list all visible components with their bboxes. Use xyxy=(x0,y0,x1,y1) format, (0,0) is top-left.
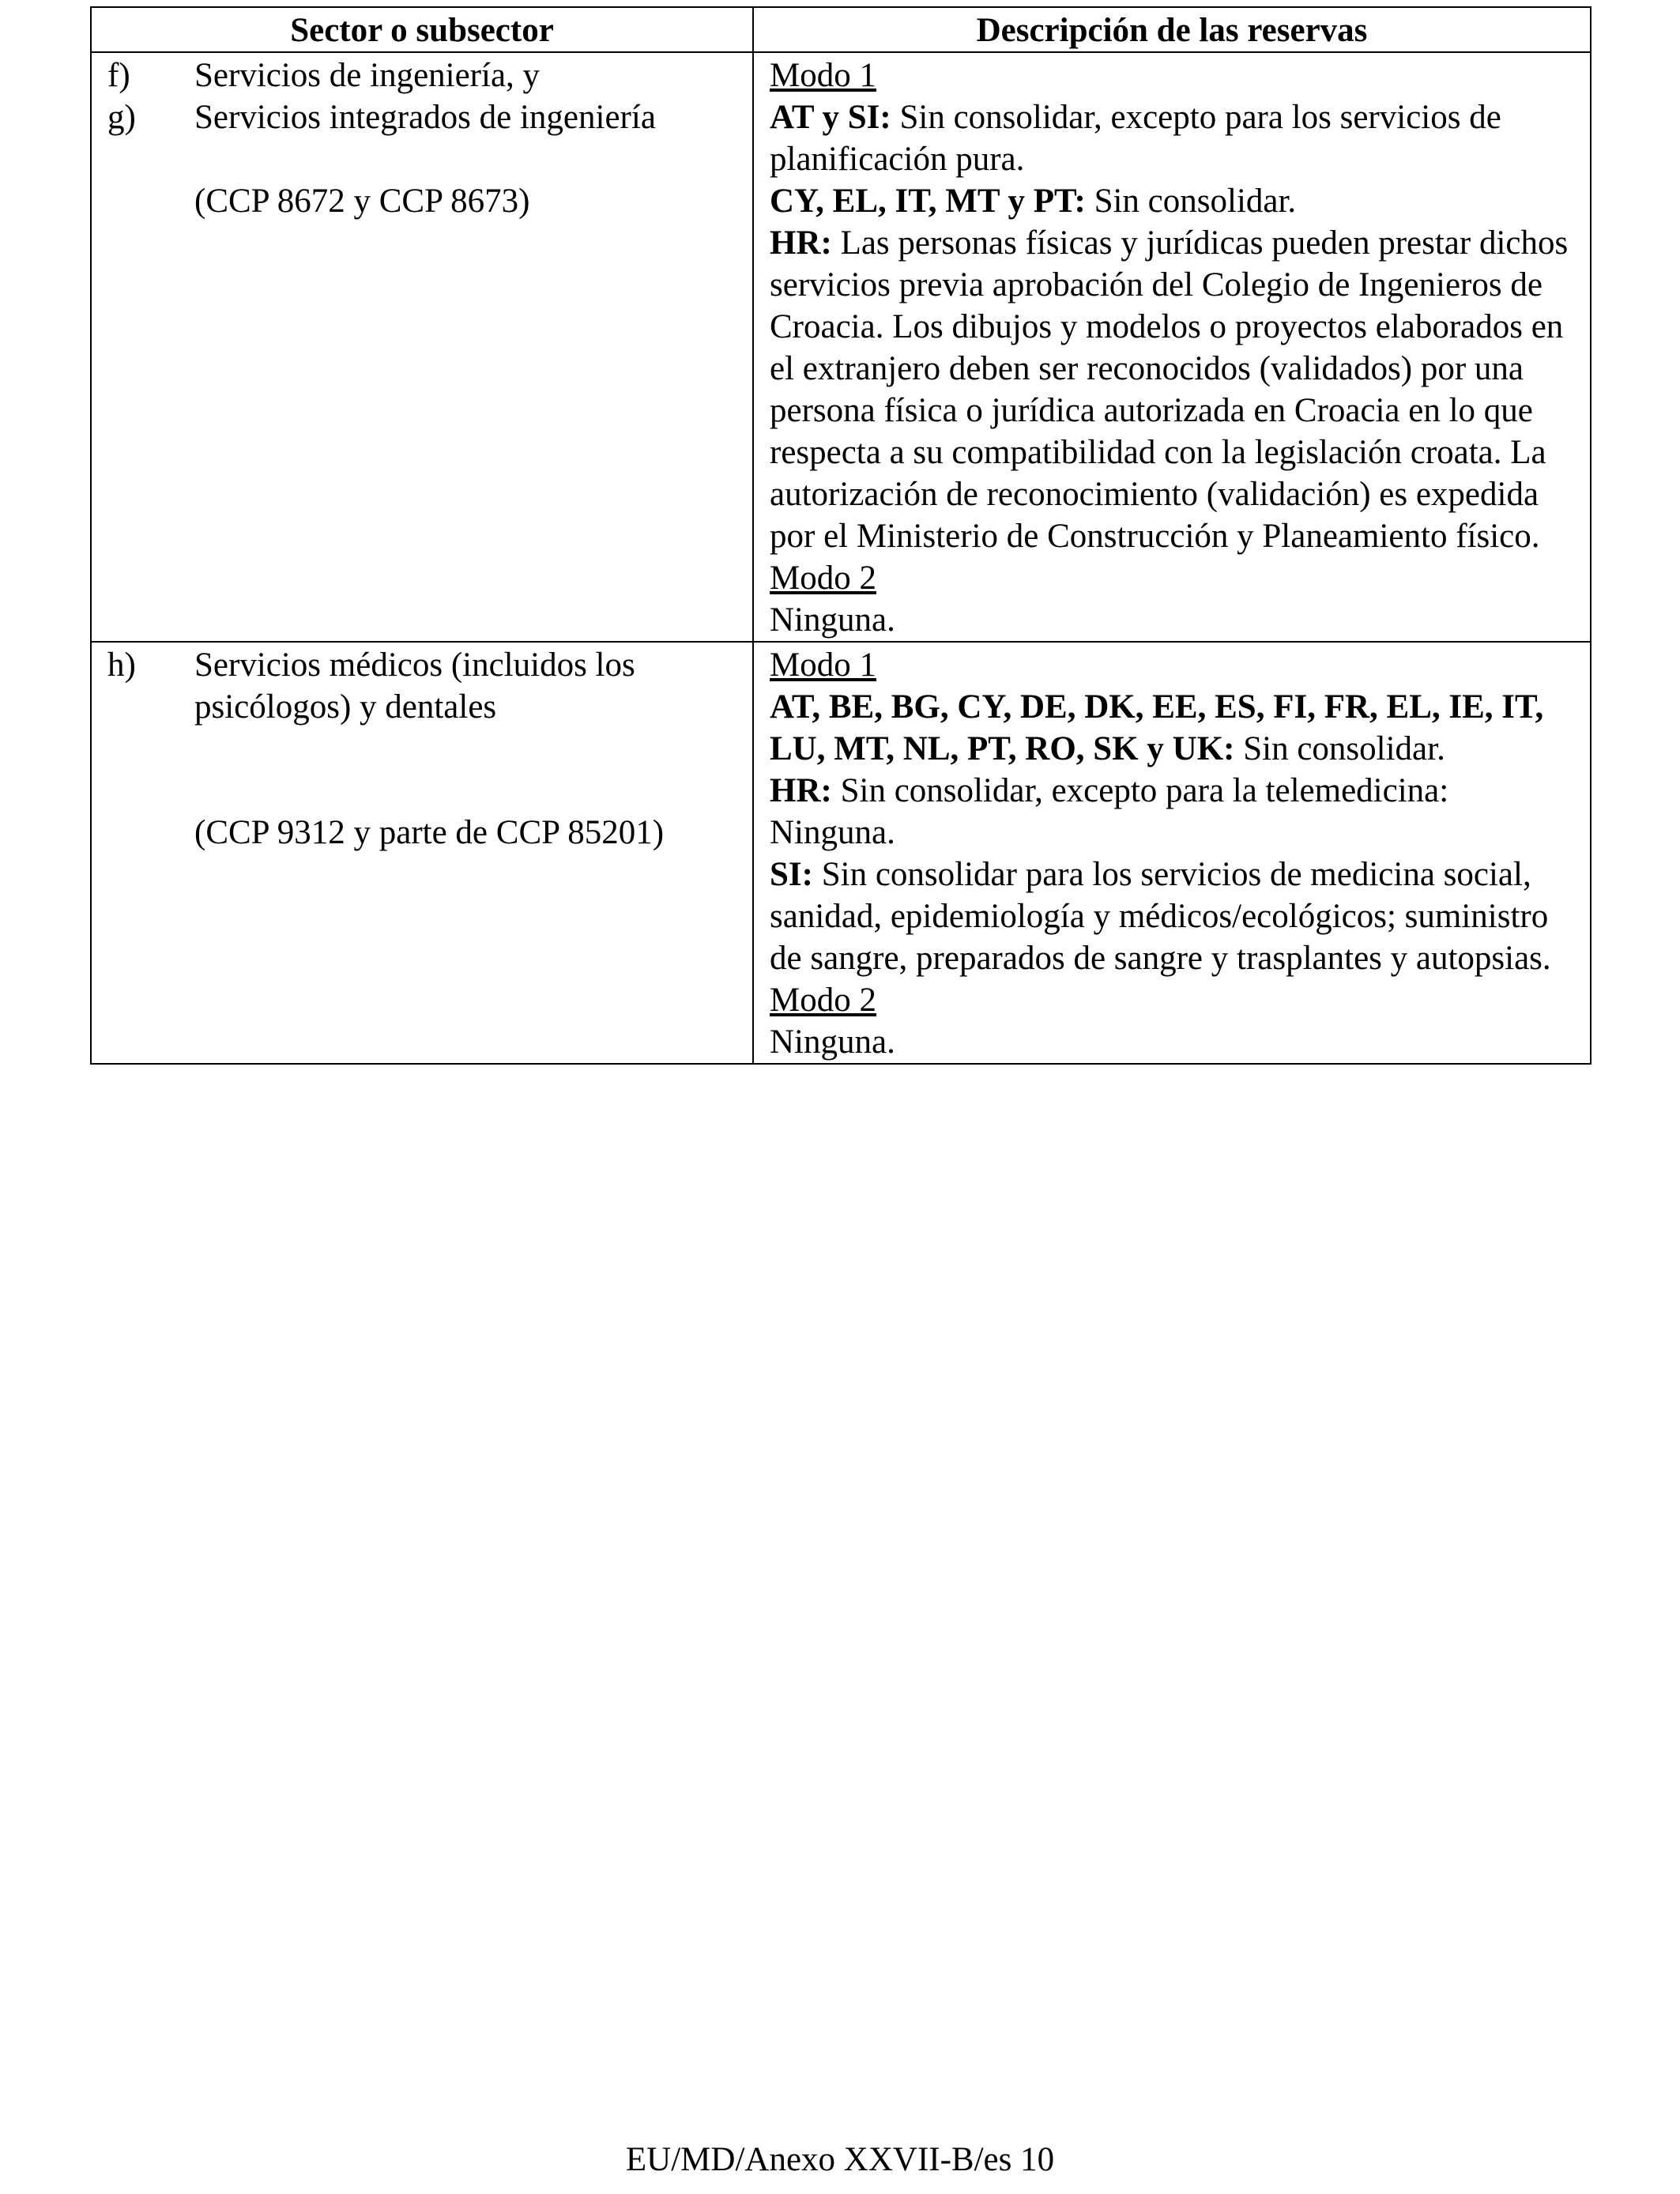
sector-letter xyxy=(107,812,194,854)
reservation-text: Ninguna. xyxy=(770,601,895,639)
table-row xyxy=(91,52,1591,642)
country-codes: AT y SI: xyxy=(770,99,891,136)
country-codes: SI: xyxy=(770,856,813,893)
sector-line xyxy=(107,55,744,96)
header-description: Descripción de las reservas xyxy=(753,7,1591,52)
sector-cell xyxy=(91,642,753,1064)
reservation-paragraph xyxy=(770,599,1576,641)
mode-label: Modo 2 xyxy=(770,560,876,597)
table-header-row xyxy=(91,7,1591,52)
sector-letter: f) xyxy=(107,57,130,94)
reservations-table xyxy=(90,6,1591,1065)
mode-label: Modo 2 xyxy=(770,982,876,1019)
sector-letter: g) xyxy=(107,99,136,136)
sector-line xyxy=(107,812,744,854)
sector-line xyxy=(107,770,744,812)
reservation-paragraph xyxy=(770,854,1576,979)
country-codes: CY, EL, IT, MT y PT: xyxy=(770,183,1086,220)
description-cell xyxy=(753,52,1591,642)
reservation-paragraph xyxy=(770,686,1576,770)
sector-text: Servicios de ingeniería, y xyxy=(194,57,541,94)
reservation-text: Ninguna. xyxy=(770,1023,895,1061)
sector-line xyxy=(107,728,744,770)
table-body xyxy=(91,52,1591,1064)
description-cell xyxy=(753,642,1591,1064)
sector-text: Servicios médicos (incluidos los psicólogos) y dentales xyxy=(194,647,635,726)
reservation-text: Sin consolidar, excepto para los servicios de planificación pura. xyxy=(770,99,1501,178)
reservation-text: Sin consolidar. xyxy=(1085,183,1297,220)
mode-label: Modo 1 xyxy=(770,647,876,684)
reservation-paragraph xyxy=(770,222,1576,557)
reservation-text: Sin consolidar, excepto para la telemedicina: Ninguna. xyxy=(770,772,1449,851)
reservation-paragraph xyxy=(770,770,1576,854)
sector-line xyxy=(107,180,744,222)
reservation-text: Las personas físicas y jurídicas pueden prestar dichos servicios previa aprobación del Colegio de Ingenieros de Croacia. Los dibujos y modelos o proyectos elaborados en el extranjero deben ser reconocidos (validados) por una persona física o jurídica autorizada en Croacia en lo que respecta a su compatibilidad con la legislación croata. La autorización de reconocimiento (validación) es expedida por el Ministerio de Construcción y Planeamiento físico. xyxy=(770,224,1569,555)
sector-text: Servicios integrados de ingeniería xyxy=(194,99,656,136)
country-codes: AT, BE, BG, CY, DE, DK, EE, ES, FI, FR, EL, IE, IT, LU, MT, NL, PT, RO, SK y UK: xyxy=(770,688,1544,767)
reservation-paragraph xyxy=(770,180,1576,222)
reservation-text: Sin consolidar. xyxy=(1234,730,1445,767)
header-sector: Sector o subsector xyxy=(91,7,753,52)
sector-line xyxy=(107,96,744,138)
sector-letter: h) xyxy=(107,647,136,684)
sector-line xyxy=(107,138,744,180)
mode-label: Modo 1 xyxy=(770,57,876,94)
sector-cell xyxy=(91,52,753,642)
sector-letter xyxy=(107,180,194,222)
sector-line xyxy=(107,644,744,728)
reservation-text: Sin consolidar para los servicios de medicina social, sanidad, epidemiología y médicos/ecológicos; suministro de sangre, preparados de sangre y trasplantes y autopsias. xyxy=(770,856,1551,977)
sector-text: (CCP 8672 y CCP 8673) xyxy=(194,183,530,220)
reservation-paragraph xyxy=(770,1021,1576,1063)
reservation-paragraph xyxy=(770,96,1576,180)
country-codes: HR: xyxy=(770,224,832,262)
table-row xyxy=(91,642,1591,1064)
country-codes: HR: xyxy=(770,772,832,809)
page-footer: EU/MD/Anexo XXVII-B/es 10 xyxy=(625,2141,1055,2178)
sector-text: (CCP 9312 y parte de CCP 85201) xyxy=(194,814,665,851)
